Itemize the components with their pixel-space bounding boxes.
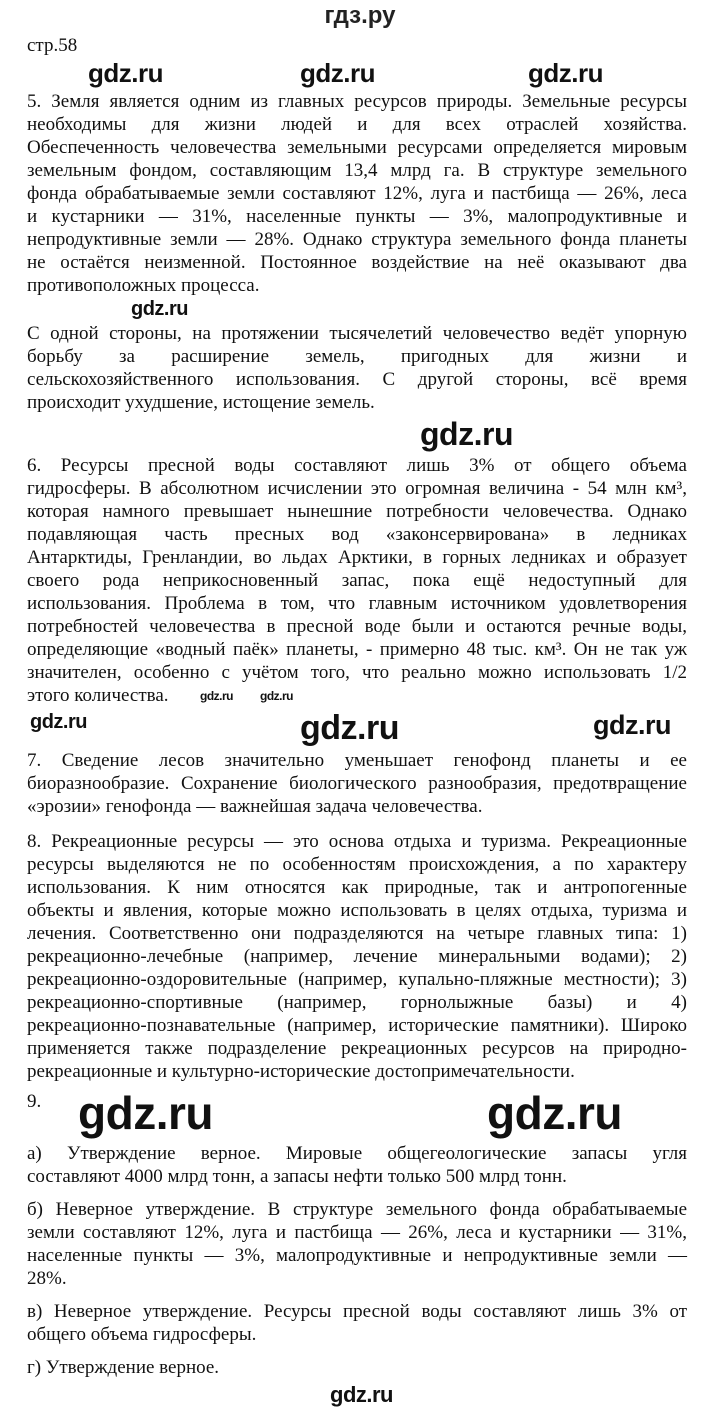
text-line: гидросферы. В абсолютном исчислении это огромная величина - 54 млн км³, xyxy=(27,478,687,499)
watermark: gdz.ru xyxy=(78,1087,213,1139)
paragraph-5 xyxy=(27,90,687,297)
text-line: а) Утверждение верное. Мировые общегеологические запасы угля xyxy=(27,1143,687,1164)
text-line: потребностей человечества в пресной воде были и остаются речные воды, xyxy=(27,616,687,637)
text-line: 9. xyxy=(27,1091,42,1112)
text-line: рекреационные и культурно-исторические достопримечательности. xyxy=(27,1061,575,1082)
watermark: gdz.ru xyxy=(30,711,87,733)
watermark: gdz.ru xyxy=(528,58,603,88)
text-line: С одной стороны, на протяжении тысячелетий человечество ведёт упорную xyxy=(27,323,687,344)
text-line: противоположных процесса. xyxy=(27,275,260,296)
text-line: 8. Рекреационные ресурсы — это основа отдыха и туризма. Рекреационные xyxy=(27,831,687,852)
text-line: применяется также подразделение рекреационных ресурсов на природно- xyxy=(27,1038,687,1059)
text-line: в) Неверное утверждение. Ресурсы пресной воды составляют лишь 3% от xyxy=(27,1301,687,1322)
text-line: рекреационно-лечебные (например, лечение минеральными водами); 2) xyxy=(27,946,687,967)
text-line: подавляющая часть пресных вод «законсервирована» в ледниках xyxy=(27,524,687,545)
watermark: gdz.ru xyxy=(487,1087,622,1139)
watermark: gdz.ru xyxy=(300,58,375,88)
text-line: определяющие «водный паёк» планеты, - примерно 48 тыс. км³. Он не так уж xyxy=(27,639,687,660)
text-line: рекреационно-познавательные (например, исторические памятники). Широко xyxy=(27,1015,687,1036)
watermark: gdz.ru xyxy=(131,298,188,320)
text-line: г) Утверждение верное. xyxy=(27,1357,220,1378)
text-line: Обеспеченность человечества земельными ресурсами определяется мировым xyxy=(27,137,687,158)
text-line: борьбу за расширение земель, пригодных для жизни и xyxy=(27,346,687,367)
text-line: рекреационно-спортивные (например, горнолыжные базы) и 4) xyxy=(27,992,687,1013)
text-line: б) Неверное утверждение. В структуре земельного фонда обрабатываемые xyxy=(27,1199,687,1220)
page-label xyxy=(27,34,687,57)
site-header: гдз.ру xyxy=(324,2,396,29)
paragraph-7 xyxy=(27,749,687,818)
text-line: необходимы для жизни людей и для всех отраслей хозяйства. xyxy=(27,114,687,135)
watermark: gdz.ru xyxy=(593,710,671,740)
watermark: gdz.ru xyxy=(420,416,513,452)
text-line: биоразнообразие. Сохранение биологического разнообразия, предотвращение xyxy=(27,773,687,794)
paragraph-8 xyxy=(27,830,687,1083)
page-number: стр.58 xyxy=(27,35,78,56)
text-line: этого количества. xyxy=(27,685,169,706)
text-line: использования. К ним относятся как природные, так и антропогенные xyxy=(27,877,687,898)
text-line: рекреационно-оздоровительные (например, купально-пляжные местности); 3) xyxy=(27,969,687,990)
text-line: и кустарники — 31%, населенные пункты — 3%, малопродуктивные и xyxy=(27,206,687,227)
text-line: которая намного превышает нынешние потребности человечества. Однако xyxy=(27,501,687,522)
text-line: использования. Проблема в том, что главным источником удовлетворения xyxy=(27,593,687,614)
text-line: своего рода неприкосновенный запас, пока ещё недоступный для xyxy=(27,570,687,591)
text-line: земли составляют 12%, луга и пастбища — 26%, леса и кустарники — 31%, xyxy=(27,1222,687,1243)
answer-a xyxy=(27,1142,687,1188)
text-line: земельным фондом, составляющим 13,4 млрд га. В структуре земельного xyxy=(27,160,687,181)
watermark: gdz.ru xyxy=(88,58,163,88)
text-line: Антарктиды, Гренландии, во льдах Арктики, в горных ледниках и образует xyxy=(27,547,687,568)
text-line: ресурсы выделяются не по особенностям происхождения, а по характеру xyxy=(27,854,687,875)
text-line: происходит ухудшение, истощение земель. xyxy=(27,392,375,413)
answer-b xyxy=(27,1198,687,1290)
text-line: лечения. Соответственно они подразделяются на четыре главных типа: 1) xyxy=(27,923,687,944)
watermark: gdz.ru xyxy=(330,1382,393,1407)
watermark: gdz.ru xyxy=(200,689,233,703)
text-line: объекты и явления, которые можно использовать в целях отдыха, туризма и xyxy=(27,900,687,921)
text-line: 6. Ресурсы пресной воды составляют лишь 3% от общего объема xyxy=(27,455,687,476)
text-line: «эрозии» генофонда — важнейшая задача человечества. xyxy=(27,796,483,817)
watermark: gdz.ru xyxy=(260,689,293,703)
text-line: сельскохозяйственного использования. С другой стороны, всё время xyxy=(27,369,687,390)
text-line: 28%. xyxy=(27,1268,67,1289)
answer-c xyxy=(27,1300,687,1346)
paragraph-6 xyxy=(27,454,687,707)
text-line: населенные пункты — 3%, малопродуктивные и непродуктивные земли — xyxy=(27,1245,687,1266)
text-line: составляют 4000 млрд тонн, а запасы нефти только 500 млрд тонн. xyxy=(27,1166,567,1187)
text-line: 7. Сведение лесов значительно уменьшает генофонд планеты и ее xyxy=(27,750,687,771)
answer-d xyxy=(27,1356,687,1379)
text-line: 5. Земля является одним из главных ресурсов природы. Земельные ресурсы xyxy=(27,91,687,112)
text-line: не остаётся неизменной. Постоянное воздействие на неё оказывают два xyxy=(27,252,687,273)
text-line: фонда обрабатываемые земли составляют 12%, луга и пастбища — 26%, леса xyxy=(27,183,687,204)
watermark: gdz.ru xyxy=(300,709,399,747)
text-line: общего объема гидросферы. xyxy=(27,1324,257,1345)
text-line: непродуктивные земли — 28%. Однако структура земельного фонда планеты xyxy=(27,229,687,250)
text-line: значителен, особенно с учётом того, что реально можно использовать 1/2 xyxy=(27,662,687,683)
paragraph-5-cont xyxy=(27,322,687,414)
